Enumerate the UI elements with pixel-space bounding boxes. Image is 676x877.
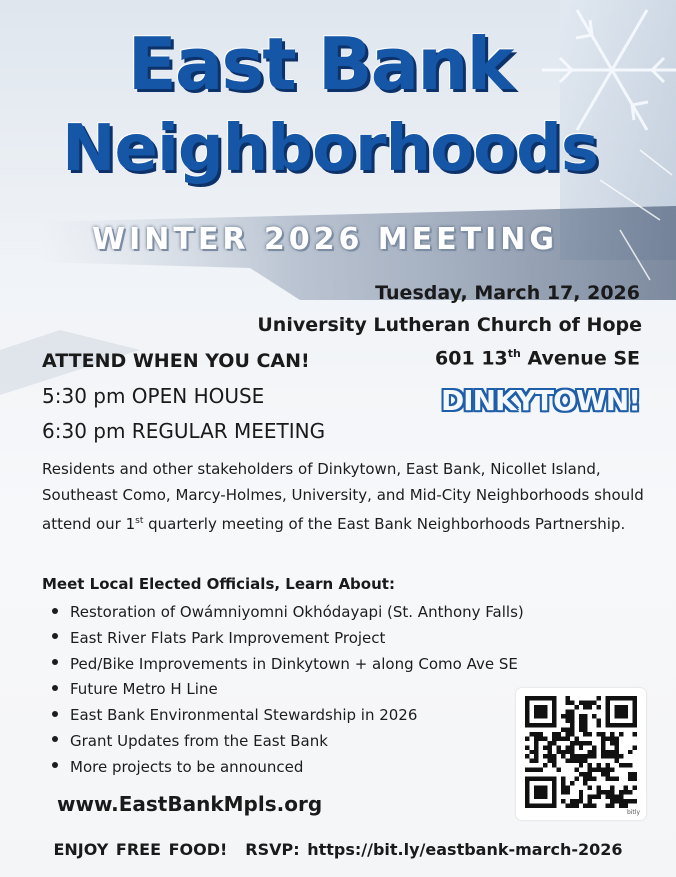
description-ordinal: st bbox=[135, 516, 144, 526]
topics-list bbox=[52, 600, 524, 781]
list-item bbox=[52, 600, 524, 626]
qr-code[interactable] bbox=[516, 688, 646, 820]
list-item bbox=[52, 677, 524, 703]
meeting-subtitle: WINTER 2026 MEETING bbox=[92, 222, 558, 257]
address-number: 601 13 bbox=[435, 347, 508, 370]
address-street: Avenue SE bbox=[520, 347, 640, 370]
description-text-end: quarterly meeting of the East Bank Neighborhoods Partnership. bbox=[143, 515, 626, 533]
bullet-icon bbox=[52, 685, 58, 691]
list-item bbox=[52, 755, 524, 781]
description-text: Residents and other stakeholders of Dinkytown, East Bank, Nicollet Island, Southeast Como, Marcy-Holmes, University, and Mid-City Neighborhoods should attend our 1 bbox=[42, 460, 644, 533]
topic-text: Grant Updates from the East Bank bbox=[70, 731, 328, 750]
list-item bbox=[52, 729, 524, 755]
title-line-1: East Bank bbox=[127, 22, 513, 106]
list-item bbox=[52, 626, 524, 652]
open-house-time: 5:30 pm OPEN HOUSE bbox=[42, 384, 265, 408]
event-address bbox=[435, 347, 640, 369]
regular-meeting-time: 6:30 pm REGULAR MEETING bbox=[42, 419, 326, 443]
list-item bbox=[52, 652, 524, 678]
event-description bbox=[42, 456, 652, 537]
topic-text: Ped/Bike Improvements in Dinkytown + along Como Ave SE bbox=[70, 654, 518, 673]
rsvp-link[interactable]: RSVP: https://bit.ly/eastbank-march-2026 bbox=[245, 840, 623, 859]
topics-heading: Meet Local Elected Officials, Learn About: bbox=[42, 575, 395, 593]
event-date: Tuesday, March 17, 2026 bbox=[375, 282, 640, 304]
footer-bar bbox=[0, 834, 676, 866]
topic-text: More projects to be announced bbox=[70, 757, 304, 776]
free-food-text: ENJOY FREE FOOD! bbox=[53, 840, 228, 859]
topic-text: Restoration of Owámniyomni Okhódayapi (St. Anthony Falls) bbox=[70, 603, 524, 621]
event-venue: University Lutheran Church of Hope bbox=[257, 314, 642, 336]
qr-code-icon bbox=[525, 696, 637, 808]
bullet-icon bbox=[52, 711, 58, 717]
bullet-icon bbox=[52, 762, 58, 768]
title-line-2: Neighborhoods bbox=[61, 112, 599, 186]
qr-tag: bitly bbox=[626, 809, 640, 816]
bullet-icon bbox=[52, 736, 58, 742]
bullet-icon bbox=[52, 608, 58, 614]
topic-text: East River Flats Park Improvement Project bbox=[70, 628, 386, 647]
address-suffix: th bbox=[507, 347, 521, 360]
list-item bbox=[52, 703, 524, 729]
dinkytown-logo: DINKYTOWN! bbox=[440, 384, 640, 417]
bullet-icon bbox=[52, 659, 58, 665]
attend-headline: ATTEND WHEN YOU CAN! bbox=[42, 350, 310, 372]
topic-text: East Bank Environmental Stewardship in 2026 bbox=[70, 706, 418, 725]
website-link[interactable]: www.EastBankMpls.org bbox=[57, 792, 323, 816]
bullet-icon bbox=[52, 633, 58, 639]
topic-text: Future Metro H Line bbox=[70, 680, 218, 699]
